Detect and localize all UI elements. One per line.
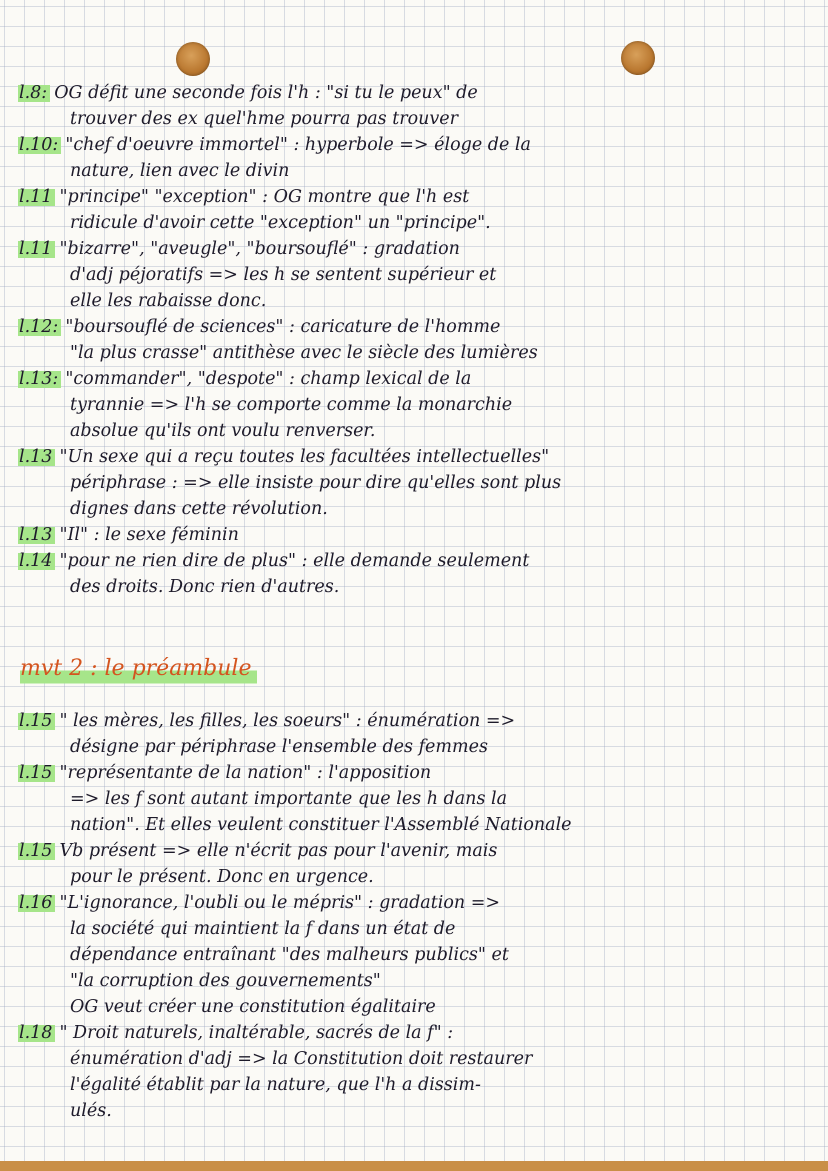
line-ref: l.12: bbox=[18, 314, 61, 340]
line-ref: l.15 bbox=[18, 760, 55, 786]
note-entry bbox=[18, 80, 816, 132]
binder-hole bbox=[621, 41, 655, 75]
note-text: "boursouflé de sciences" : caricature de l'homme bbox=[65, 317, 501, 337]
note-text: "représentante de la nation" : l'apposition bbox=[59, 763, 432, 783]
note-text: OG veut créer une constitution égalitaire bbox=[70, 997, 436, 1017]
notes-section-2 bbox=[18, 708, 816, 1124]
note-entry bbox=[18, 366, 816, 444]
line-ref: l.10: bbox=[18, 132, 61, 158]
note-text: pour le présent. Donc en urgence. bbox=[70, 867, 374, 887]
note-entry bbox=[18, 236, 816, 314]
note-entry bbox=[18, 444, 816, 522]
note-text: ulés. bbox=[70, 1101, 112, 1121]
note-text: tyrannie => l'h se comporte comme la monarchie bbox=[70, 395, 513, 415]
note-text: nation". Et elles veulent constituer l'Assemblé Nationale bbox=[70, 815, 572, 835]
line-ref: l.18 bbox=[18, 1020, 55, 1046]
line-ref: l.13 bbox=[18, 444, 55, 470]
note-text: " Droit naturels, inaltérable, sacrés de la f" : bbox=[59, 1023, 454, 1043]
binder-hole bbox=[176, 42, 210, 76]
note-text: trouver des ex quel'hme pourra pas trouver bbox=[70, 109, 459, 129]
note-text: absolue qu'ils ont voulu renverser. bbox=[70, 421, 376, 441]
note-text: "chef d'oeuvre immortel" : hyperbole => éloge de la bbox=[65, 135, 531, 155]
line-ref: l.8: bbox=[18, 80, 50, 106]
note-text: nature, lien avec le divin bbox=[70, 161, 290, 181]
section-heading: mvt 2 : le préambule bbox=[20, 652, 257, 686]
note-text: "la corruption des gouvernements" bbox=[70, 971, 381, 991]
note-entry bbox=[18, 1020, 816, 1124]
note-entry bbox=[18, 314, 816, 366]
line-ref: l.16 bbox=[18, 890, 55, 916]
page-bottom-edge bbox=[0, 1161, 828, 1171]
note-entry bbox=[18, 132, 816, 184]
note-text: l'égalité établit par la nature, que l'h a dissim- bbox=[70, 1075, 481, 1095]
note-text: "Un sexe qui a reçu toutes les facultées intellectuelles" bbox=[59, 447, 550, 467]
note-text: Vb présent => elle n'écrit pas pour l'avenir, mais bbox=[59, 841, 498, 861]
note-entry bbox=[18, 522, 816, 548]
notes-section-1 bbox=[18, 80, 816, 600]
line-ref: l.11 bbox=[18, 184, 55, 210]
line-ref: l.13: bbox=[18, 366, 61, 392]
line-ref: l.13 bbox=[18, 522, 55, 548]
note-text: la société qui maintient la f dans un état de bbox=[70, 919, 456, 939]
note-text: ridicule d'avoir cette "exception" un "principe". bbox=[70, 213, 491, 233]
note-text: " les mères, les filles, les soeurs" : énumération => bbox=[59, 711, 516, 731]
note-text: énumération d'adj => la Constitution doit restaurer bbox=[70, 1049, 533, 1069]
note-entry bbox=[18, 184, 816, 236]
note-text: => les f sont autant importante que les h dans la bbox=[70, 789, 508, 809]
note-text: "commander", "despote" : champ lexical de la bbox=[65, 369, 472, 389]
line-ref: l.14 bbox=[18, 548, 55, 574]
note-text: dépendance entraînant "des malheurs publics" et bbox=[70, 945, 509, 965]
note-text: elle les rabaisse donc. bbox=[70, 291, 267, 311]
note-text: "Il" : le sexe féminin bbox=[59, 525, 239, 545]
note-text: désigne par périphrase l'ensemble des femmes bbox=[70, 737, 488, 757]
note-entry bbox=[18, 890, 816, 1020]
line-ref: l.11 bbox=[18, 236, 55, 262]
line-ref: l.15 bbox=[18, 708, 55, 734]
line-ref: l.15 bbox=[18, 838, 55, 864]
note-text: "principe" "exception" : OG montre que l'h est bbox=[59, 187, 470, 207]
note-entry bbox=[18, 838, 816, 890]
note-text: OG défit une seconde fois l'h : "si tu le peux" de bbox=[54, 83, 478, 103]
note-text: "L'ignorance, l'oubli ou le mépris" : gradation => bbox=[59, 893, 501, 913]
note-entry bbox=[18, 548, 816, 600]
note-text: "bizarre", "aveugle", "boursouflé" : gradation bbox=[59, 239, 460, 259]
note-text: périphrase : => elle insiste pour dire qu'elles sont plus bbox=[70, 473, 562, 493]
note-text: "la plus crasse" antithèse avec le siècle des lumières bbox=[70, 343, 538, 363]
note-text: des droits. Donc rien d'autres. bbox=[70, 577, 340, 597]
note-entry bbox=[18, 708, 816, 760]
note-text: dignes dans cette révolution. bbox=[70, 499, 328, 519]
note-text: d'adj péjoratifs => les h se sentent supérieur et bbox=[70, 265, 497, 285]
note-text: "pour ne rien dire de plus" : elle demande seulement bbox=[59, 551, 530, 571]
note-entry bbox=[18, 760, 816, 838]
